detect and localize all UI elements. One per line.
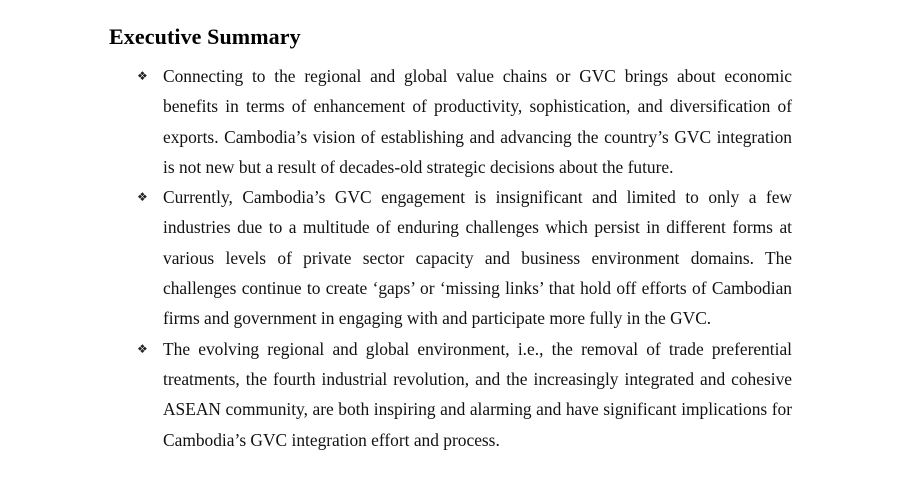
diamond-bullet-icon: ❖	[137, 341, 148, 356]
diamond-bullet-icon: ❖	[137, 190, 148, 205]
diamond-bullet-icon: ❖	[137, 69, 148, 83]
bullet-text: Currently, Cambodia’s GVC engagement is insignificant and limited to only a few industries due to a multitude of enduring challenges which persist in different forms at various levels of private sector capacity and business environment domains. The challenges continue to create ‘gaps’ or ‘missing links’ that hold off efforts of Cambodian firms and government in engaging with and participate more fully in the GVC.	[163, 187, 792, 329]
bullet-text: Connecting to the regional and global value chains or GVC brings about economic benefits in terms of enhancement of productivity, sophistication, and diversification of exports. Cambodia’s vision of establishing and advancing the country’s GVC integration is not new but a result of decades-old strategic decisions about the future.	[163, 66, 792, 177]
bullet-item	[0, 334, 792, 455]
bullet-text: The evolving regional and global environment, i.e., the removal of trade preferential treatments, the fourth industrial revolution, and the increasingly integrated and cohesive ASEAN community, are both inspiring and alarming and have significant implications for Cambodia’s GVC integration effort and process.	[163, 338, 792, 450]
bullet-item	[0, 182, 792, 333]
bullet-item	[0, 61, 792, 182]
bullet-list	[0, 61, 792, 455]
section-heading: Executive Summary	[109, 24, 301, 49]
